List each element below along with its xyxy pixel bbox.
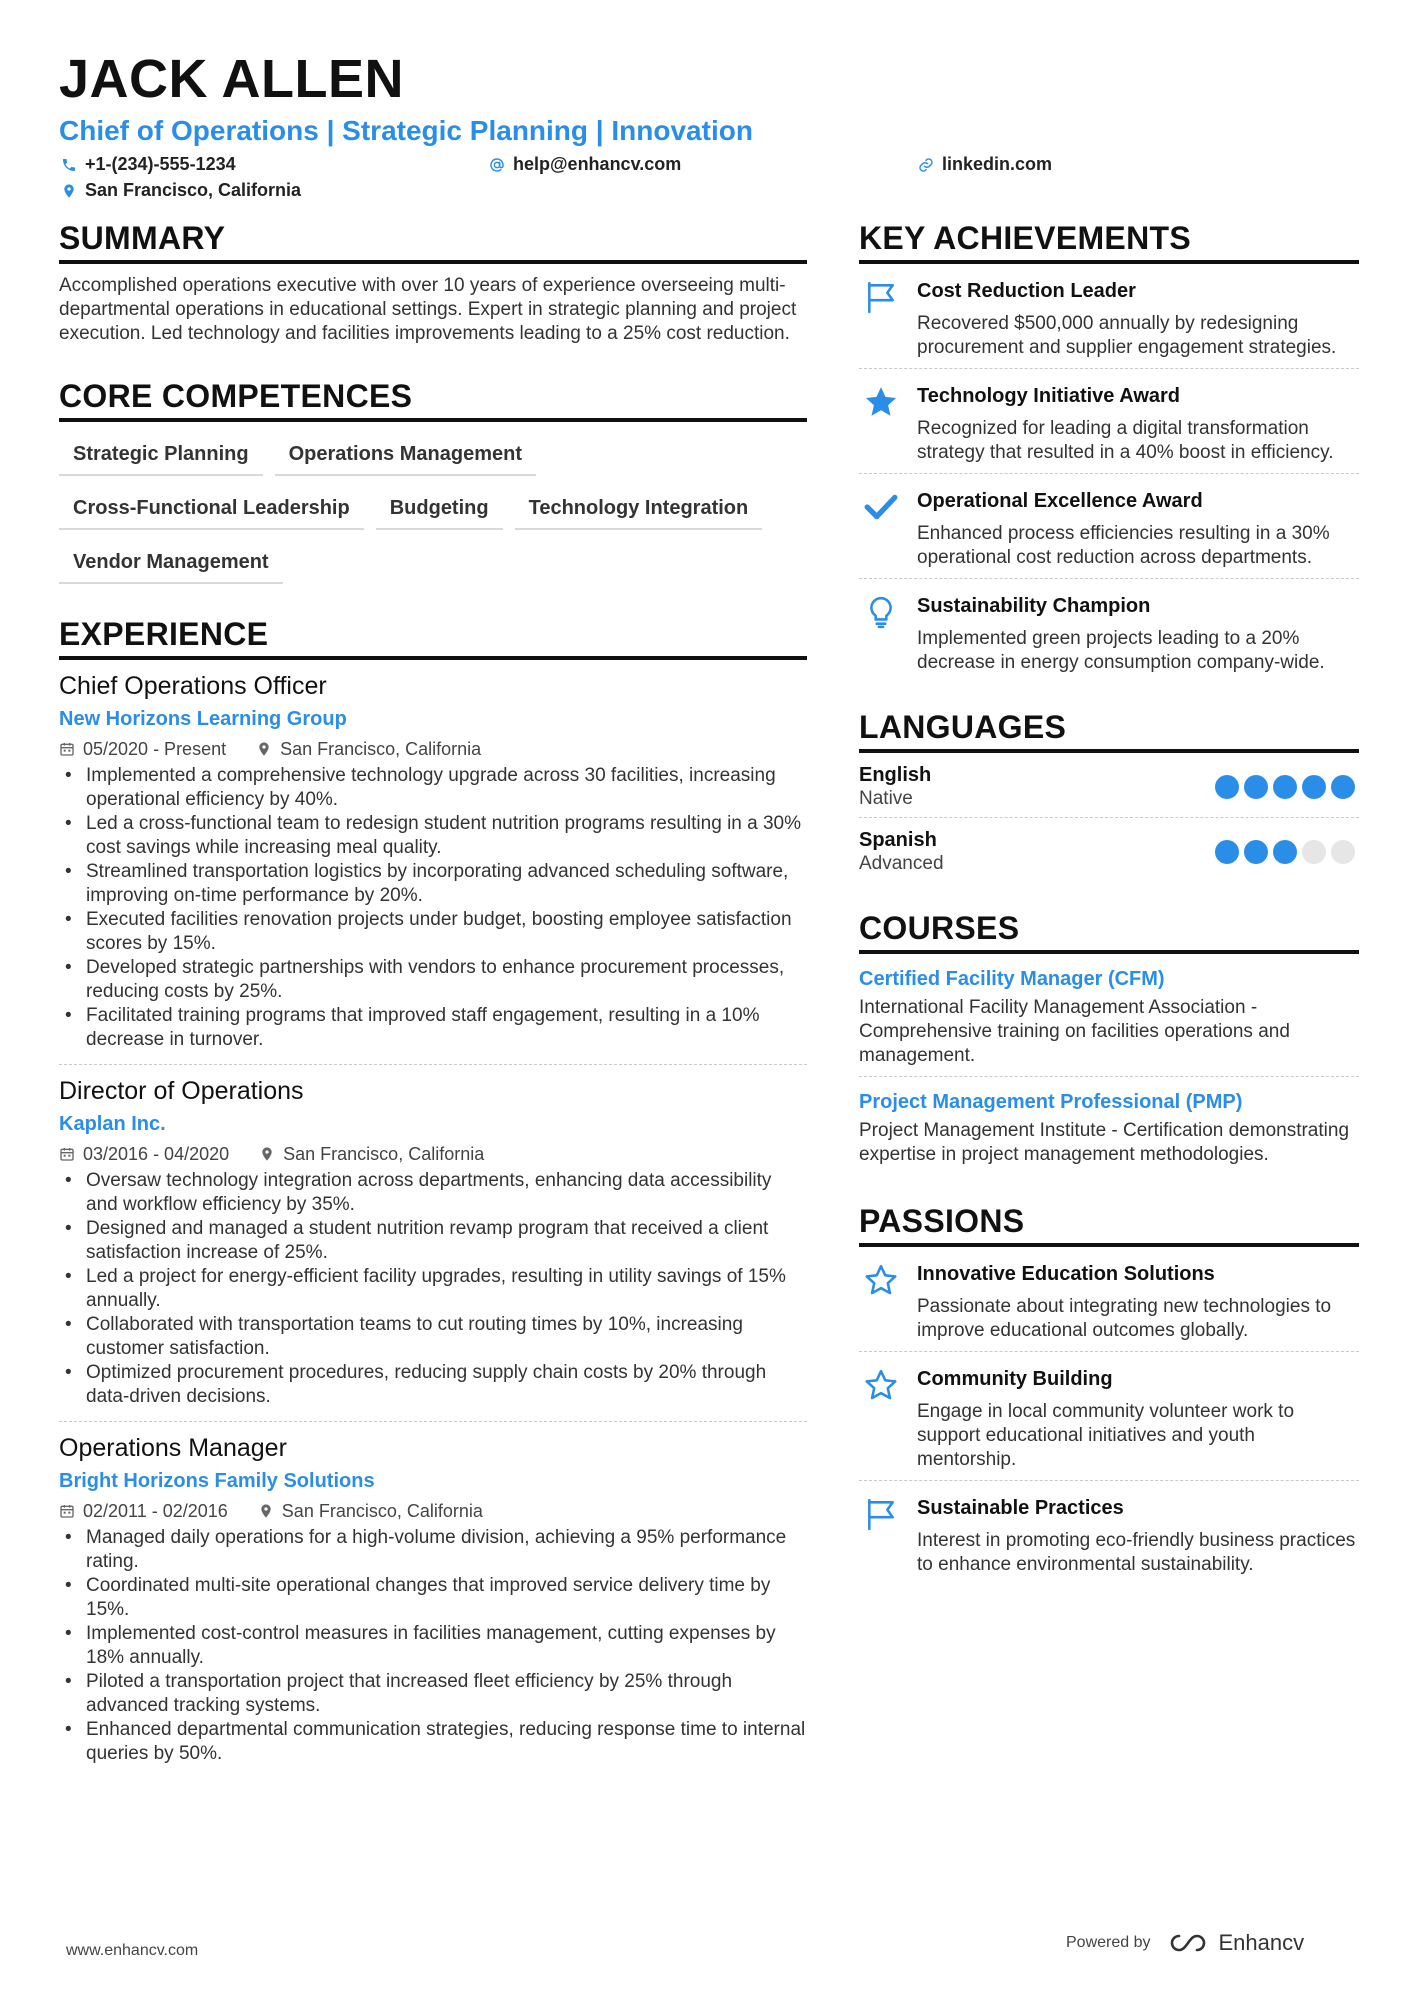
language-name: Spanish bbox=[859, 829, 937, 851]
competence-tag: Operations Management bbox=[275, 436, 536, 476]
experience-heading: EXPERIENCE bbox=[59, 614, 807, 660]
experience-section bbox=[59, 614, 807, 1778]
job-bullets bbox=[59, 1169, 807, 1409]
job-bullet: • Facilitated training programs that improved staff engagement, resulting in a 10% decrease in turnover. bbox=[59, 1004, 807, 1052]
rating-dot-filled bbox=[1215, 840, 1239, 864]
languages-section bbox=[859, 707, 1359, 882]
job-bullet: • Coordinated multi-site operational changes that improved service delivery time by 15%. bbox=[59, 1574, 807, 1622]
achievement-desc: Implemented green projects leading to a 20% decrease in energy consumption company-wide. bbox=[917, 628, 1325, 673]
competence-tag: Vendor Management bbox=[59, 544, 283, 584]
passion-item bbox=[859, 1352, 1359, 1481]
language-item bbox=[859, 818, 1359, 882]
passion-desc: Interest in promoting eco-friendly business practices to enhance environmental sustainability. bbox=[917, 1530, 1356, 1575]
summary-heading: SUMMARY bbox=[59, 218, 807, 264]
contact-link[interactable] bbox=[918, 154, 1052, 175]
passion-desc: Passionate about integrating new technologies to improve educational outcomes globally. bbox=[917, 1296, 1332, 1341]
job-role: Chief Operations Officer bbox=[59, 672, 327, 700]
course-item bbox=[859, 954, 1359, 1077]
rating-dot-filled bbox=[1331, 775, 1355, 799]
passion-desc: Engage in local community volunteer work to support educational initiatives and youth mentorship. bbox=[917, 1401, 1295, 1470]
job-bullets bbox=[59, 764, 807, 1052]
competence-tag: Strategic Planning bbox=[59, 436, 263, 476]
passion-item bbox=[859, 1247, 1359, 1352]
job-meta bbox=[59, 738, 807, 760]
job-bullet: • Led a cross-functional team to redesign student nutrition programs resulting in a 30% cost savings while increasing meal quality. bbox=[59, 812, 807, 860]
achievement-item bbox=[859, 264, 1359, 369]
contact-email[interactable] bbox=[489, 154, 681, 175]
rating-dot-filled bbox=[1244, 775, 1268, 799]
achievement-item bbox=[859, 369, 1359, 474]
achievement-desc: Recognized for leading a digital transformation strategy that resulted in a 40% boost in efficiency. bbox=[917, 418, 1334, 463]
job-meta bbox=[59, 1143, 807, 1165]
resume-header bbox=[59, 48, 1359, 206]
rating-dot-filled bbox=[1273, 840, 1297, 864]
star-filled-icon bbox=[864, 385, 898, 419]
achievement-desc: Enhanced process efficiencies resulting in a 30% operational cost reduction across departments. bbox=[917, 523, 1330, 568]
flag-icon bbox=[864, 280, 898, 314]
calendar-icon bbox=[59, 1146, 75, 1162]
location-text: San Francisco, California bbox=[85, 180, 302, 200]
contact-phone[interactable] bbox=[61, 154, 236, 175]
job-bullet: • Managed daily operations for a high-volume division, achieving a 95% performance rating. bbox=[59, 1526, 807, 1574]
language-level: Advanced bbox=[859, 853, 944, 874]
rating-dot-empty bbox=[1331, 840, 1355, 864]
email-text: help@enhancv.com bbox=[513, 154, 682, 174]
job-bullet: • Oversaw technology integration across departments, enhancing data accessibility and workflow efficiency by 35%. bbox=[59, 1169, 807, 1217]
achievement-desc: Recovered $500,000 annually by redesigning procurement and supplier engagement strategies. bbox=[917, 313, 1337, 358]
competences-section bbox=[59, 376, 807, 584]
course-title: Certified Facility Manager (CFM) bbox=[859, 968, 1165, 990]
job-bullet: • Designed and managed a student nutrition revamp program that received a client satisfaction increase of 25%. bbox=[59, 1217, 807, 1265]
link-icon bbox=[918, 157, 934, 173]
checkmark-icon bbox=[864, 490, 898, 524]
calendar-icon bbox=[59, 741, 75, 757]
left-column bbox=[59, 218, 807, 1788]
location-pin-icon bbox=[61, 183, 77, 199]
location-pin-icon bbox=[256, 741, 272, 757]
summary-section bbox=[59, 218, 807, 346]
achievement-title: Sustainability Champion bbox=[917, 595, 1151, 617]
languages-heading: LANGUAGES bbox=[859, 707, 1359, 753]
job-location: San Francisco, California bbox=[283, 1144, 485, 1164]
language-item bbox=[859, 753, 1359, 818]
phone-icon bbox=[61, 157, 77, 173]
job-bullets bbox=[59, 1526, 807, 1766]
passions-heading: PASSIONS bbox=[859, 1201, 1359, 1247]
job-entry bbox=[59, 1075, 807, 1422]
job-bullet: • Implemented cost-control measures in facilities management, cutting expenses by 18% annually. bbox=[59, 1622, 807, 1670]
achievements-heading: KEY ACHIEVEMENTS bbox=[859, 218, 1359, 264]
star-outline-icon bbox=[864, 1368, 898, 1402]
job-company: New Horizons Learning Group bbox=[59, 708, 347, 730]
job-bullet: • Optimized procurement procedures, reducing supply chain costs by 20% through data-driven decisions. bbox=[59, 1361, 807, 1409]
passion-title: Sustainable Practices bbox=[917, 1497, 1124, 1519]
job-bullet: • Collaborated with transportation teams to cut routing times by 10%, increasing customer satisfaction. bbox=[59, 1313, 807, 1361]
course-item bbox=[859, 1077, 1359, 1175]
job-bullet: • Implemented a comprehensive technology upgrade across 30 facilities, increasing operational efficiency by 40%. bbox=[59, 764, 807, 812]
job-bullet: • Led a project for energy-efficient facility upgrades, resulting in utility savings of 15% annually. bbox=[59, 1265, 807, 1313]
competence-tag: Cross-Functional Leadership bbox=[59, 490, 364, 530]
job-dates: 05/2020 - Present bbox=[83, 739, 227, 759]
achievements-section bbox=[859, 218, 1359, 683]
job-company: Kaplan Inc. bbox=[59, 1113, 166, 1135]
language-rating bbox=[1215, 840, 1355, 864]
competence-tag: Budgeting bbox=[376, 490, 503, 530]
powered-by-text: Powered by bbox=[1066, 1934, 1151, 1951]
candidate-name: JACK ALLEN bbox=[59, 49, 405, 109]
location-pin-icon bbox=[258, 1503, 274, 1519]
brand-name: Enhancv bbox=[1218, 1930, 1305, 1955]
candidate-title: Chief of Operations | Strategic Planning | Innovation bbox=[59, 115, 753, 146]
enhancv-logo-icon bbox=[1165, 1930, 1211, 1956]
job-entry bbox=[59, 670, 807, 1065]
calendar-icon bbox=[59, 1503, 75, 1519]
location-pin-icon bbox=[259, 1146, 275, 1162]
brand-logo[interactable] bbox=[1165, 1930, 1305, 1956]
job-bullet: • Executed facilities renovation projects under budget, boosting employee satisfaction scores by 15%. bbox=[59, 908, 807, 956]
rating-dot-filled bbox=[1273, 775, 1297, 799]
contact-location bbox=[61, 180, 301, 201]
flag-icon bbox=[864, 1497, 898, 1531]
course-desc: Project Management Institute - Certification demonstrating expertise in project management methodologies. bbox=[859, 1120, 1350, 1165]
job-bullet: • Streamlined transportation logistics by incorporating advanced scheduling software, improving on-time performance by 20%. bbox=[59, 860, 807, 908]
courses-heading: COURSES bbox=[859, 908, 1359, 954]
phone-text: +1-(234)-555-1234 bbox=[85, 154, 236, 174]
courses-section bbox=[859, 908, 1359, 1175]
achievement-item bbox=[859, 474, 1359, 579]
job-dates: 03/2016 - 04/2020 bbox=[83, 1144, 230, 1164]
rating-dot-filled bbox=[1302, 775, 1326, 799]
rating-dot-filled bbox=[1244, 840, 1268, 864]
course-title: Project Management Professional (PMP) bbox=[859, 1091, 1243, 1113]
rating-dot-filled bbox=[1215, 775, 1239, 799]
passion-title: Innovative Education Solutions bbox=[917, 1263, 1215, 1285]
passion-title: Community Building bbox=[917, 1368, 1113, 1390]
achievement-title: Technology Initiative Award bbox=[917, 385, 1181, 407]
contact-info bbox=[59, 154, 1359, 206]
job-meta bbox=[59, 1500, 807, 1522]
lightbulb-icon bbox=[864, 595, 898, 629]
link-text: linkedin.com bbox=[942, 154, 1053, 174]
job-entry bbox=[59, 1432, 807, 1778]
competences-heading: CORE COMPETENCES bbox=[59, 376, 807, 422]
achievement-title: Cost Reduction Leader bbox=[917, 280, 1136, 302]
achievement-title: Operational Excellence Award bbox=[917, 490, 1203, 512]
star-outline-icon bbox=[864, 1263, 898, 1297]
competence-tag: Technology Integration bbox=[515, 490, 763, 530]
job-company: Bright Horizons Family Solutions bbox=[59, 1470, 375, 1492]
language-level: Native bbox=[859, 788, 913, 809]
job-location: San Francisco, California bbox=[280, 739, 482, 759]
job-bullet: • Enhanced departmental communication strategies, reducing response time to internal queries by 50%. bbox=[59, 1718, 807, 1766]
language-rating bbox=[1215, 775, 1355, 799]
achievement-item bbox=[859, 579, 1359, 683]
job-location: San Francisco, California bbox=[281, 1501, 483, 1521]
course-desc: International Facility Management Association - Comprehensive training on facilities operations and management. bbox=[859, 997, 1290, 1066]
language-name: English bbox=[859, 764, 932, 786]
passions-section bbox=[859, 1201, 1359, 1585]
job-role: Director of Operations bbox=[59, 1077, 304, 1105]
passion-item bbox=[859, 1481, 1359, 1585]
footer-branding bbox=[1066, 1930, 1304, 1956]
summary-text: Accomplished operations executive with over 10 years of experience overseeing multi-departmental operations in educational settings. Expert in strategic planning and project execution. Led technology and facilities improvements leading to a 25% cost reduction. bbox=[59, 275, 797, 344]
footer-website[interactable]: www.enhancv.com bbox=[66, 1942, 199, 1959]
at-icon bbox=[489, 157, 505, 173]
job-bullet: • Piloted a transportation project that increased fleet efficiency by 25% through advanced tracking systems. bbox=[59, 1670, 807, 1718]
right-column bbox=[859, 218, 1359, 1585]
job-role: Operations Manager bbox=[59, 1434, 287, 1462]
rating-dot-empty bbox=[1302, 840, 1326, 864]
job-dates: 02/2011 - 02/2016 bbox=[83, 1501, 228, 1521]
job-bullet: • Developed strategic partnerships with vendors to enhance procurement processes, reducing costs by 25%. bbox=[59, 956, 807, 1004]
competences-list bbox=[59, 436, 807, 584]
